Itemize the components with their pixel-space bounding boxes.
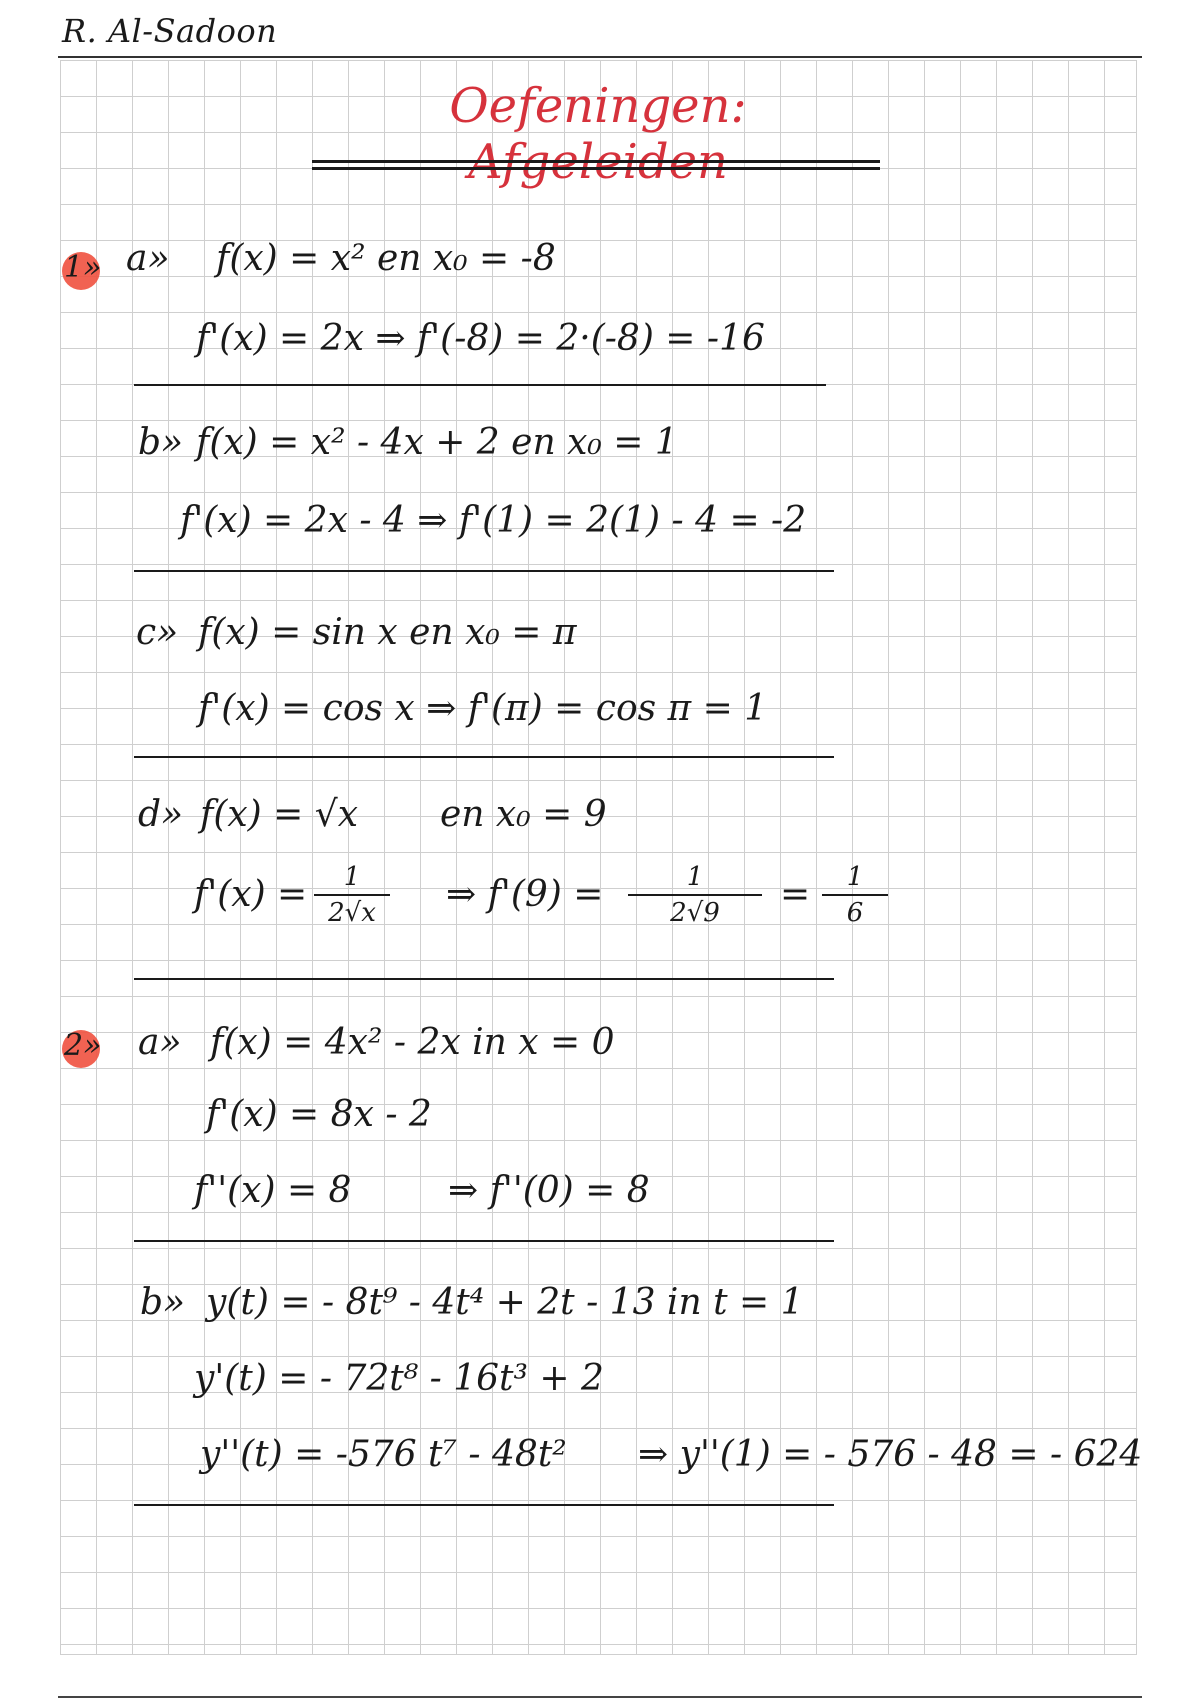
- ex1d-arrow: ⇒ f'(9) =: [446, 874, 604, 915]
- ex2a-first-derivative: f'(x) = 8x - 2: [206, 1094, 432, 1135]
- ex1d-fraction-2-numerator: 1: [686, 862, 704, 892]
- ex1a-derivative: f'(x) = 2x ⇒ f'(-8) = 2·(-8) = -16: [196, 318, 765, 359]
- ex1d-separator: [134, 978, 834, 980]
- ex1d-point: en x₀ = 9: [440, 794, 607, 835]
- ex1d-fraction-3: [822, 860, 888, 930]
- ex2b-first-derivative: y'(t) = - 72t⁸ - 16t³ + 2: [194, 1358, 604, 1399]
- title-underline-bottom: [312, 167, 880, 170]
- ex1d-label: d»: [138, 794, 184, 835]
- ex1c-derivative: f'(x) = cos x ⇒ f'(π) = cos π = 1: [198, 688, 768, 729]
- ex2b-label: b»: [140, 1282, 186, 1323]
- ex2a-function: f(x) = 4x² - 2x in x = 0: [210, 1022, 615, 1063]
- ex1c-separator: [134, 756, 834, 758]
- ex1d-fraction-2-denominator: 2√9: [670, 898, 720, 928]
- ex2b-function: y(t) = - 8t⁹ - 4t⁴ + 2t - 13 in t = 1: [206, 1282, 804, 1323]
- ex1d-fraction-1-numerator: 1: [343, 862, 361, 892]
- ex1d-fraction-1: [314, 860, 390, 930]
- ex1d-fraction-3-numerator: 1: [846, 862, 864, 892]
- ex1d-function: f(x) = √x: [200, 794, 359, 835]
- footer-rule: [58, 1696, 1142, 1698]
- ex1c-function: f(x) = sin x en x₀ = π: [198, 612, 577, 653]
- ex1d-equals: =: [780, 874, 811, 915]
- ex1a-separator: [134, 384, 826, 386]
- page-title: Oefeningen:: [449, 78, 747, 134]
- ex1b-separator: [134, 570, 834, 572]
- ex1d-fraction-2: [628, 860, 762, 930]
- ex1b-label: b»: [138, 422, 184, 463]
- ex1d-fraction-1-denominator: 2√x: [328, 898, 376, 928]
- ex2a-second-derivative-value: ⇒ f''(0) = 8: [448, 1170, 650, 1211]
- ex1b-derivative: f'(x) = 2x - 4 ⇒ f'(1) = 2(1) - 4 = -2: [180, 500, 807, 541]
- ex1d-fraction-3-denominator: 6: [846, 898, 864, 928]
- author-name: R. Al-Sadoon: [62, 12, 278, 50]
- ex2b-separator: [134, 1504, 834, 1506]
- ex1a-function: f(x) = x² en x₀ = -8: [216, 238, 556, 279]
- ex2a-second-derivative: f''(x) = 8: [194, 1170, 352, 1211]
- ex2a-separator: [134, 1240, 834, 1242]
- header-rule: [58, 56, 1142, 58]
- ex2b-second-derivative-value: ⇒ y''(1) = - 576 - 48 = - 624: [638, 1434, 1143, 1475]
- exercise-1-number: 1»: [64, 250, 102, 285]
- ex2b-second-derivative: y''(t) = -576 t⁷ - 48t²: [200, 1434, 567, 1475]
- grid-paper: [60, 60, 1137, 1655]
- title-underline-top: [312, 160, 880, 163]
- ex1b-function: f(x) = x² - 4x + 2 en x₀ = 1: [196, 422, 678, 463]
- ex1d-lhs: f'(x) =: [194, 874, 308, 915]
- ex1c-label: c»: [136, 612, 179, 653]
- ex2a-label: a»: [138, 1022, 182, 1063]
- ex1a-label: a»: [126, 238, 170, 279]
- exercise-2-number: 2»: [64, 1028, 102, 1063]
